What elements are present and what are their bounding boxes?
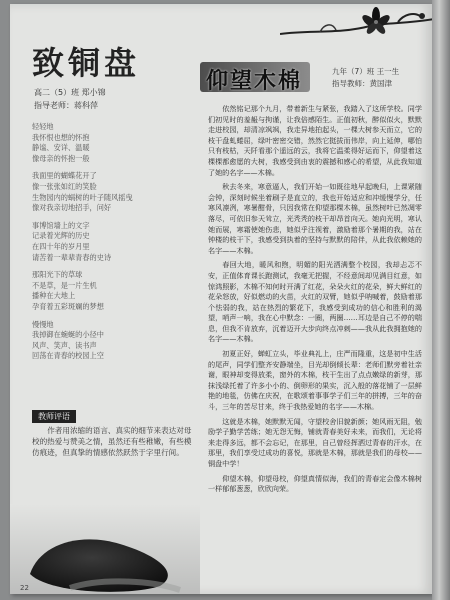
- left-byline: [34, 86, 106, 112]
- left-class-author: 高二（5）班 郑小锦: [34, 88, 106, 97]
- essay-paragraph: 依然铭记那个九月，带着新生与紧张，我踏入了这所学校。同学们初见时的羞赧与拘谨，让我倍感陌生。正值初秋，醉似似火，默默走进校园，却清凉飒飒，我走异地拍起头，一棵大树参天而立，它的枝干盘虬蜷屈，绿叶密密交错，然然它挺拔而伟岸，向上延伸，哪怕只有枝枯，天阡看那个遥远的云，我将它温柔得好运而下，仰望着这棵棵都愈愿的大树，我感受到由衷的震撼和感心的希望，从此我知道了她的名字——木棉。: [208, 104, 422, 177]
- poem-line: 记录着光辉的历史: [32, 231, 90, 241]
- poem-line: 风声、笑声、读书声: [32, 340, 97, 350]
- poem-line: 孕育着五彩斑斓的梦想: [32, 301, 104, 311]
- poem-stanza: [32, 221, 192, 263]
- poem-line: 回荡在青春的校园上空: [32, 351, 104, 361]
- essay-paragraph: 秋去冬来，寒意逼人，我们开始一如既往地早起晚归，上课紧随会钟，深刻时候坐着刷子是直立的，我也开始适应和冲缓慢学分，任寒风凛冽，寒暑酣骨，只因我常在仰望那棵木棉，虽然树叶已然凋零落尽，可依旧参天耸立，光秃秃的枝干却昂首向天。她向光明，寒认她而展，寒霜使她伤悲，她似乎注视着，激励着那个暑期的我，站在钟楼的枝干下，我感受到执着的坚持与默默的陪伴，从此我依赖她的名字——木棉。: [208, 182, 422, 255]
- poem-line: 静谧、安详、温暖: [32, 143, 90, 153]
- essay-paragraph: 这就是木棉，她默默无闻，守望校舍旧貌新颜；她风雨无阻，勉励学子勤学苦练；她无怨无悔，铺就青春美好未来，而我们，无论将来走得多远，都不会忘记，在那里，自己曾经挥洒过青春的汗水，在那里，我们享受过成功的喜悦，那就是木棉，那就是我们的母校——铜盘中学！: [208, 416, 422, 468]
- essay-paragraph: 初夏正好，蝉虹立头，毕业典礼上，庄严而隆重，这是初中生活的尾声，同学们整齐安静端坐，目光却倒倾长辈：老师们默旁着社亲谢，眼神却变得放柔，窗外的木棉，枝干生出了点点嫩绿的新芽，那抹浅绿托着了许多小小的、倒卵形的果实，沉入般的落花铺了一层鲜艳的地毯，仿佛在庆祝，在歌颂着事事学子们三年的拼搏，三年的奋斗，三年的苦尽甘来，终于我热爱她的名字——木棉。: [208, 349, 422, 412]
- poem-line: 轻轻地: [32, 122, 54, 131]
- left-poem-title: 致铜盘: [32, 44, 141, 82]
- poem-line: 像对我亲切地招手，问好: [32, 203, 112, 213]
- teacher-comment: 作者用浓缩的语言、真实的细节来表达对母校的热爱与赞美之情，虽然还有些稚嫩，有些模仿痕迹，但真挚的情感依然跃然于字里行间。: [32, 426, 192, 457]
- teacher-comment-tag: 教师评语: [32, 410, 76, 423]
- poem-line: 播种在大地上: [32, 291, 76, 301]
- poem-line: 生物园内的蜗树的叶子随风摇曳: [32, 192, 133, 202]
- magazine-page: [10, 4, 432, 594]
- next-page-edge: [432, 0, 450, 600]
- poem-line: 像一张张如红的笑脸: [32, 181, 97, 191]
- poem-line: 我怀恨也想的怀抱: [32, 132, 90, 142]
- poem-line: 那阳光下的草球: [32, 270, 83, 280]
- essay-paragraph: 仰望木棉，仰望母校，仰望真情似海，我们的青春定会像木棉树一样郁郁葱葱，欣欣向荣。: [208, 473, 422, 494]
- right-essay-body: [208, 104, 422, 499]
- poem-line: 不是草，是一片生机: [32, 280, 97, 290]
- poem-line: 我面里的蝴蝶花开了: [32, 171, 97, 181]
- poem-stanza: [32, 270, 192, 312]
- right-class-author: 九年（7）班 王一生: [332, 67, 400, 76]
- poem-line: 像母亲的怀抱一般: [32, 153, 90, 163]
- ink-flower-illustration: [280, 4, 432, 44]
- right-byline: [332, 66, 399, 90]
- right-essay-title: 仰望木棉: [206, 68, 303, 94]
- poem-line: 我掉御在蜿蜒的小径中: [32, 330, 104, 340]
- right-teacher: 指导教师：黄国津: [332, 79, 392, 88]
- left-poem: [32, 122, 192, 369]
- poem-stanza: [32, 320, 192, 362]
- poem-line: 事博馆墙上的文字: [32, 220, 90, 230]
- essay-paragraph: 春回大地，暖风和煦，明媚的阳光洒满整个校园，我却忐忑不安，正值体育课长跑测试，我毫无把握，不经意间却见满目红意，如惊鸿照影，木棉不知何时开满了红花，朵朵火红的花朵，鲜大鲜红的花朵怒放，好似燃动的火苗，火红的双臂，她似乎呐喊着，鼓励着那个怯弱的我，站在热烈的繁花下，我感受到成功的信心和胜利的渴望，哨声一响，我在心中默念：一圈，两圈……耳边是自己不停的喘息，但我不肯放弃，沉着迈开大步向终点冲刺——我从此我拥抱她的名字——木棉。: [208, 260, 422, 344]
- page-number: 22: [20, 584, 29, 592]
- poem-stanza: [32, 122, 192, 164]
- left-teacher: 指导老师：蒋科萍: [34, 101, 98, 110]
- poem-stanza: [32, 171, 192, 213]
- pebble-illustration: [10, 504, 200, 594]
- poem-line: 慢慢地: [32, 319, 54, 329]
- poem-line: 在四十年的岁月里: [32, 241, 90, 251]
- poem-line: 请苦着一辈辈青春的史诗: [32, 252, 112, 262]
